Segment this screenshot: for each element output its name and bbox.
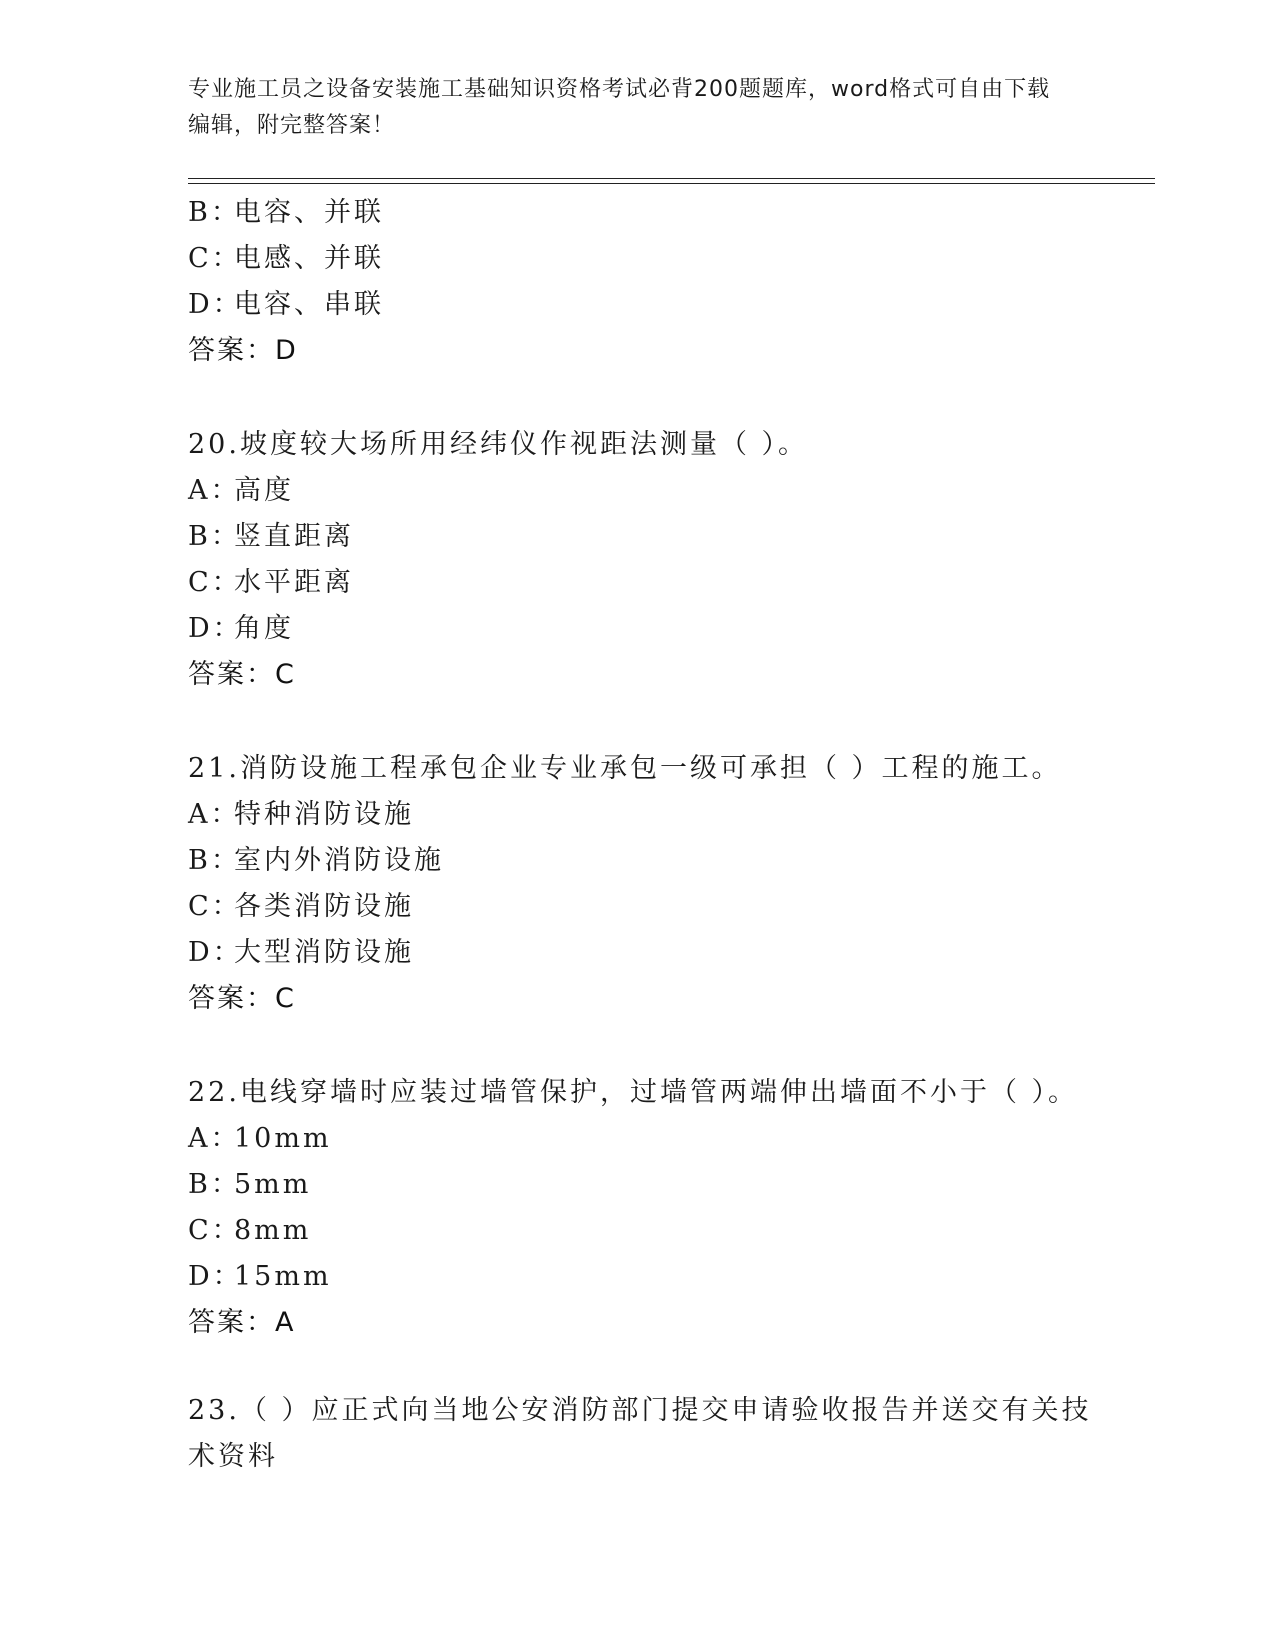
option-text: 大型消防设施	[234, 937, 414, 968]
option-text: 特种消防设施	[234, 799, 414, 830]
question-stem: 22.电线穿墙时应装过墙管保护，过墙管两端伸出墙面不小于（ ）。	[188, 1077, 1079, 1108]
option-a	[188, 1116, 1088, 1162]
option-b	[188, 1162, 1088, 1208]
option-letter: B：	[188, 197, 241, 228]
option-text: 各类消防设施	[234, 891, 414, 922]
option-a	[188, 468, 1088, 514]
option-text: 8mm	[234, 1215, 312, 1246]
option-d	[188, 606, 1088, 652]
option-c	[188, 236, 1088, 282]
option-letter: D：	[188, 937, 243, 968]
question-19-continued	[188, 190, 1088, 374]
option-letter: C：	[188, 567, 242, 598]
option-text: 10mm	[234, 1123, 332, 1154]
option-c	[188, 1208, 1088, 1254]
option-c	[188, 560, 1088, 606]
question-23	[188, 1388, 1092, 1480]
question-20	[188, 422, 1088, 698]
option-text: 高度	[234, 475, 294, 506]
option-text: 水平距离	[234, 567, 354, 598]
option-letter: A：	[188, 475, 241, 506]
option-text: 电感、并联	[234, 243, 384, 274]
option-text: 竖直距离	[234, 521, 354, 552]
question-list	[188, 190, 1092, 1480]
answer-line: 答案：D	[188, 335, 298, 366]
answer-line: 答案：A	[188, 1307, 296, 1338]
header-divider-bottom	[188, 183, 1155, 184]
answer-line: 答案：C	[188, 983, 296, 1014]
option-letter: A：	[188, 799, 241, 830]
option-letter: D：	[188, 289, 243, 320]
option-d	[188, 930, 1088, 976]
option-b	[188, 514, 1088, 560]
option-text: 电容、串联	[234, 289, 384, 320]
question-22	[188, 1070, 1088, 1346]
option-text: 室内外消防设施	[234, 845, 444, 876]
option-b	[188, 190, 1088, 236]
option-d	[188, 1254, 1088, 1300]
option-letter: A：	[188, 1123, 241, 1154]
question-stem-line-2: 术资料	[188, 1441, 278, 1472]
document-header: 专业施工员之设备安装施工基础知识资格考试必背200题题库，word格式可自由下载编辑，附完整答案！	[188, 77, 1051, 138]
option-letter: C：	[188, 243, 242, 274]
option-text: 电容、并联	[234, 197, 384, 228]
option-letter: D：	[188, 1261, 243, 1292]
option-letter: C：	[188, 1215, 242, 1246]
question-21	[188, 746, 1088, 1022]
option-b	[188, 838, 1088, 884]
option-letter: C：	[188, 891, 242, 922]
option-d	[188, 282, 1088, 328]
question-stem: 21.消防设施工程承包企业专业承包一级可承担（ ）工程的施工。	[188, 753, 1062, 784]
option-text: 角度	[234, 613, 294, 644]
option-letter: B：	[188, 521, 241, 552]
option-text: 5mm	[234, 1169, 312, 1200]
question-stem-line-1: 23.（ ）应正式向当地公安消防部门提交申请验收报告并送交有关技	[188, 1395, 1092, 1426]
question-stem: 20.坡度较大场所用经纬仪作视距法测量（ ）。	[188, 429, 809, 460]
option-letter: B：	[188, 845, 241, 876]
header-divider-top	[188, 178, 1155, 179]
option-letter: B：	[188, 1169, 241, 1200]
option-text: 15mm	[234, 1261, 332, 1292]
option-c	[188, 884, 1088, 930]
option-letter: D：	[188, 613, 243, 644]
option-a	[188, 792, 1088, 838]
answer-line: 答案：C	[188, 659, 296, 690]
